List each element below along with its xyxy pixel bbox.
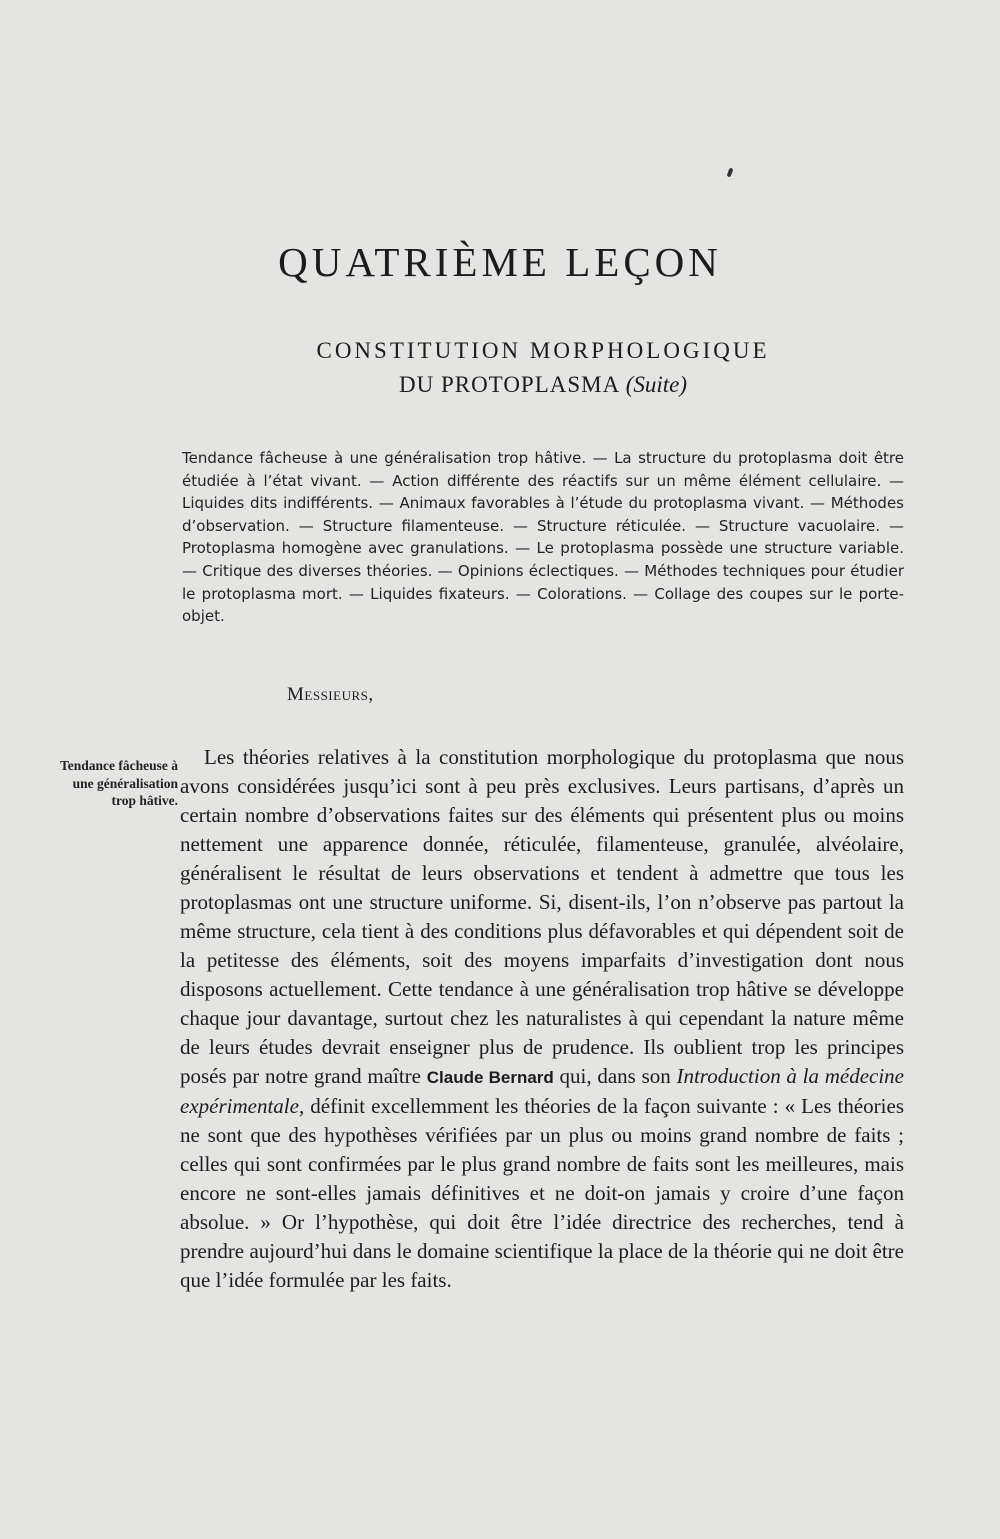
lesson-summary: Tendance fâcheuse à une généralisation trop hâtive. — La structure du protoplasma doit être étudiée à l’état vivant. — Action différente des réactifs sur un même élément cellulaire. — Liquides dits indifférents. — Animaux favorables à l’étude du protoplasma vivant. — Méthodes d’observation. — Structure filamenteuse. — Structure réticulée. — Structure vacuolaire. — Protoplasma homogène avec granulations. — Le protoplasma possède une structure variable. — Critique des diverses théories. — Opinions éclectiques. — Méthodes techniques pour étudier le protoplasma mort. — Liquides fixateurs. — Colorations. — Collage des coupes sur le porte-objet.	[182, 449, 904, 626]
lesson-title: QUATRIÈME LEÇON	[278, 239, 722, 285]
body-part1: Les théories relatives à la constitution morphologique du protoplasma que nous avons considérées jusqu’ici sont à peu près exclusives. Leurs partisans, d’après un certain nombre d’observations faites sur des éléments qui présentent plus ou moins nettement une apparence donnée, réticulée, filamenteuse, granulée, alvéolaire, généralisent le résultat de leurs observations et tendent à admettre que tous les protoplasmas ont une structure uniforme. Si, disent-ils, l’on n’observe pas partout la même structure, cela tient à des conditions plus défavorables et qui dépendent soit de la petitesse des éléments, soit des moyens imparfaits d’investigation dont nous disposons actuellement. Cette tendance à une généralisation trop hâtive se développe chaque jour davantage, surtout chez les naturalistes à qui cependant la nature même de leurs études devrait enseigner plus de prudence. Ils oublient trop les principes posés par notre grand maître	[180, 745, 904, 1088]
author-name: Claude Bernard	[426, 1068, 554, 1087]
margin-note: Tendance fâcheuse à une généralisation trop hâtive.	[60, 758, 179, 808]
body-part2: qui, dans son	[553, 1064, 677, 1088]
chapter-subtitle-line1: CONSTITUTION MORPHOLOGIQUE	[316, 338, 770, 363]
book-title: Introduction à la médecine expérimentale	[180, 1064, 905, 1118]
salutation: Messieurs,	[287, 684, 374, 705]
subtitle-main: DU PROTOPLASMA	[398, 372, 626, 397]
subtitle-suite: (Suite)	[625, 372, 688, 397]
body-paragraph	[180, 743, 904, 1295]
ink-mark	[727, 168, 734, 178]
body-part3: , définit excellemment les théories de la façon suivante : « Les théories ne sont que des hypothèses vérifiées par un plus ou moins grand nombre de faits ; celles qui sont confirmées par le plus grand nombre de faits sont les meilleures, mais encore ne sont-elles jamais définitives et ne doit-on jamais y croire d’une façon absolue. » Or l’hypothèse, qui doit être l’idée directrice des recherches, tend à prendre aujourd’hui dans le domaine scientifique la place de la théorie qui ne doit être que l’idée formulée par les faits.	[180, 1094, 904, 1292]
chapter-subtitle-line2	[0, 372, 1000, 398]
